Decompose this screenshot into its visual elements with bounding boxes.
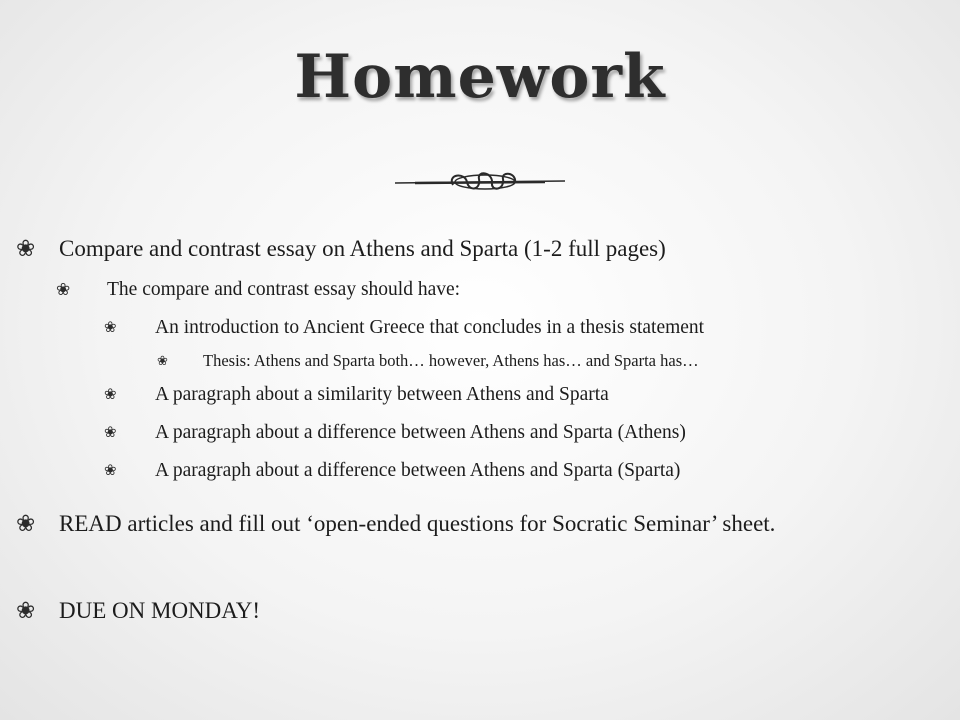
- flower-bullet-icon: ❀: [157, 353, 168, 368]
- flower-bullet-icon: ❀: [104, 425, 117, 441]
- slide-title: Homework: [294, 42, 666, 112]
- list-item-text: A paragraph about a similarity between Athens and Sparta: [155, 384, 609, 405]
- flower-bullet-icon: ❀: [104, 320, 117, 336]
- flower-bullet-icon: ❀: [16, 236, 36, 261]
- flower-bullet-icon: ❀: [104, 387, 117, 403]
- ornamental-divider: [395, 166, 565, 198]
- list-item-text: DUE ON MONDAY!: [59, 598, 261, 623]
- flower-bullet-icon: ❀: [16, 598, 36, 623]
- list-item-text: Compare and contrast essay on Athens and Sparta (1-2 full pages): [59, 236, 666, 261]
- list-item: [16, 511, 946, 571]
- list-item-text: The compare and contrast essay should have:: [107, 279, 461, 300]
- list-item-text: A paragraph about a difference between Athens and Sparta (Sparta): [155, 460, 681, 481]
- flower-bullet-icon: ❀: [104, 463, 117, 479]
- list-item-text: A paragraph about a difference between Athens and Sparta (Athens): [155, 422, 686, 443]
- list-item-text: An introduction to Ancient Greece that concludes in a thesis statement: [155, 317, 705, 338]
- list-item-text: Thesis: Athens and Sparta both… however, Athens has… and Sparta has…: [203, 351, 699, 370]
- list-item-text: READ articles and fill out ‘open-ended questions for Socratic Seminar’ sheet.: [59, 511, 776, 536]
- flower-bullet-icon: ❀: [56, 280, 71, 299]
- flower-bullet-icon: ❀: [16, 511, 36, 536]
